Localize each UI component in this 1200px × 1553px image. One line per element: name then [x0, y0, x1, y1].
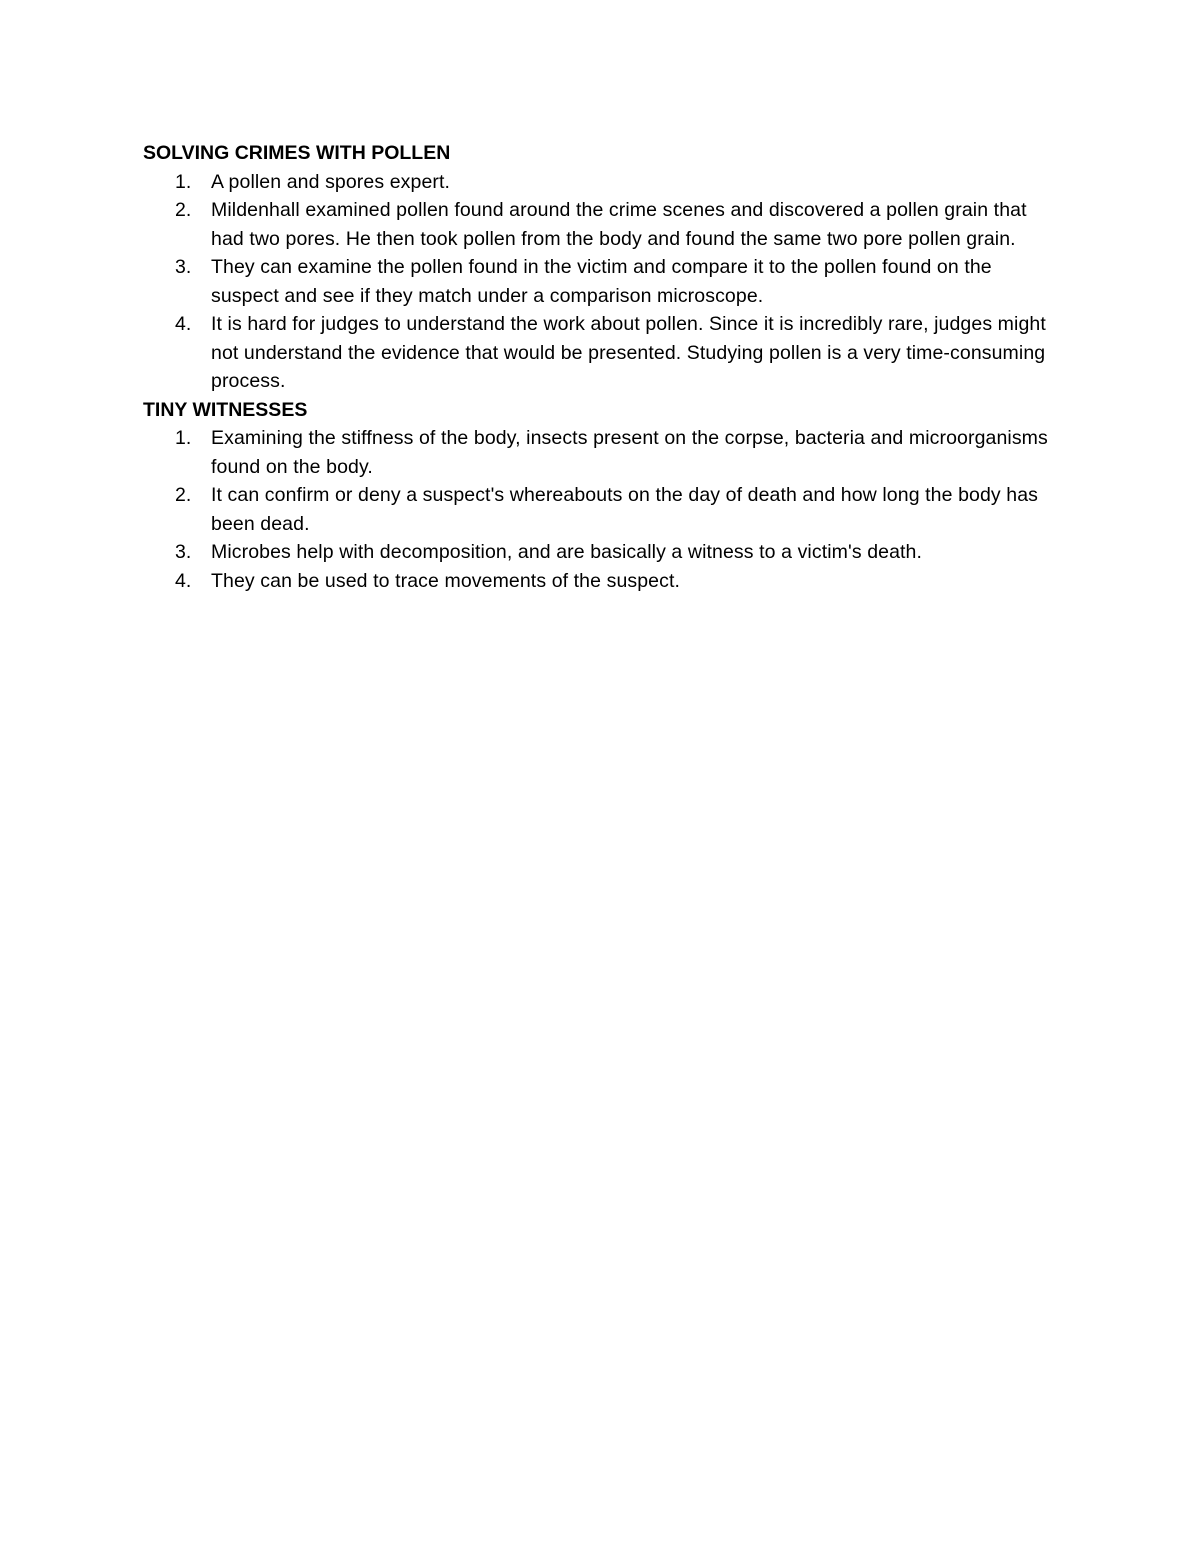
list-item-text: Examining the stiffness of the body, insects present on the corpse, bacteria and microorganisms found on the body. [211, 427, 1048, 478]
list-item-number: 3. [175, 541, 192, 563]
list-item-text: They can examine the pollen found in the victim and compare it to the pollen found on the suspect and see if they match under a comparison microscope. [211, 256, 992, 307]
list-item-text: It is hard for judges to understand the work about pollen. Since it is incredibly rare, judges might not understand the evidence that would be presented. Studying pollen is a very time-consuming process. [211, 313, 1046, 392]
section-heading: SOLVING CRIMES WITH POLLEN [143, 142, 451, 164]
section-heading: TINY WITNESSES [143, 398, 308, 421]
list-item [143, 481, 1063, 538]
list-item [143, 538, 1063, 567]
list-item-text: A pollen and spores expert. [211, 170, 451, 193]
list-item-text: Mildenhall examined pollen found around the crime scenes and discovered a pollen grain that had two pores. He then took pollen from the body and found the same two pore pollen grain. [211, 199, 1027, 250]
list-item [143, 567, 1063, 596]
numbered-list [143, 424, 1063, 595]
list-item-number: 2. [175, 484, 192, 506]
list-item [143, 196, 1063, 253]
list-item-number: 1. [175, 427, 192, 449]
section-tiny-witnesses [143, 396, 1063, 596]
list-item [143, 253, 1063, 310]
list-item-text: It can confirm or deny a suspect's whereabouts on the day of death and how long the body has been dead. [211, 484, 1039, 535]
list-item-text: Microbes help with decomposition, and are basically a witness to a victim's death. [211, 541, 923, 563]
list-item [143, 168, 1063, 197]
list-item-number: 2. [175, 199, 192, 221]
document-body [143, 139, 1063, 595]
numbered-list [143, 168, 1063, 396]
section-solving-crimes-with-pollen [143, 139, 1063, 396]
list-item-number: 4. [175, 313, 192, 335]
list-item-number: 3. [175, 256, 192, 278]
list-item-text: They can be used to trace movements of the suspect. [211, 569, 681, 592]
list-item [143, 310, 1063, 396]
list-item [143, 424, 1063, 481]
list-item-number: 1. [175, 170, 192, 193]
list-item-number: 4. [175, 569, 192, 592]
